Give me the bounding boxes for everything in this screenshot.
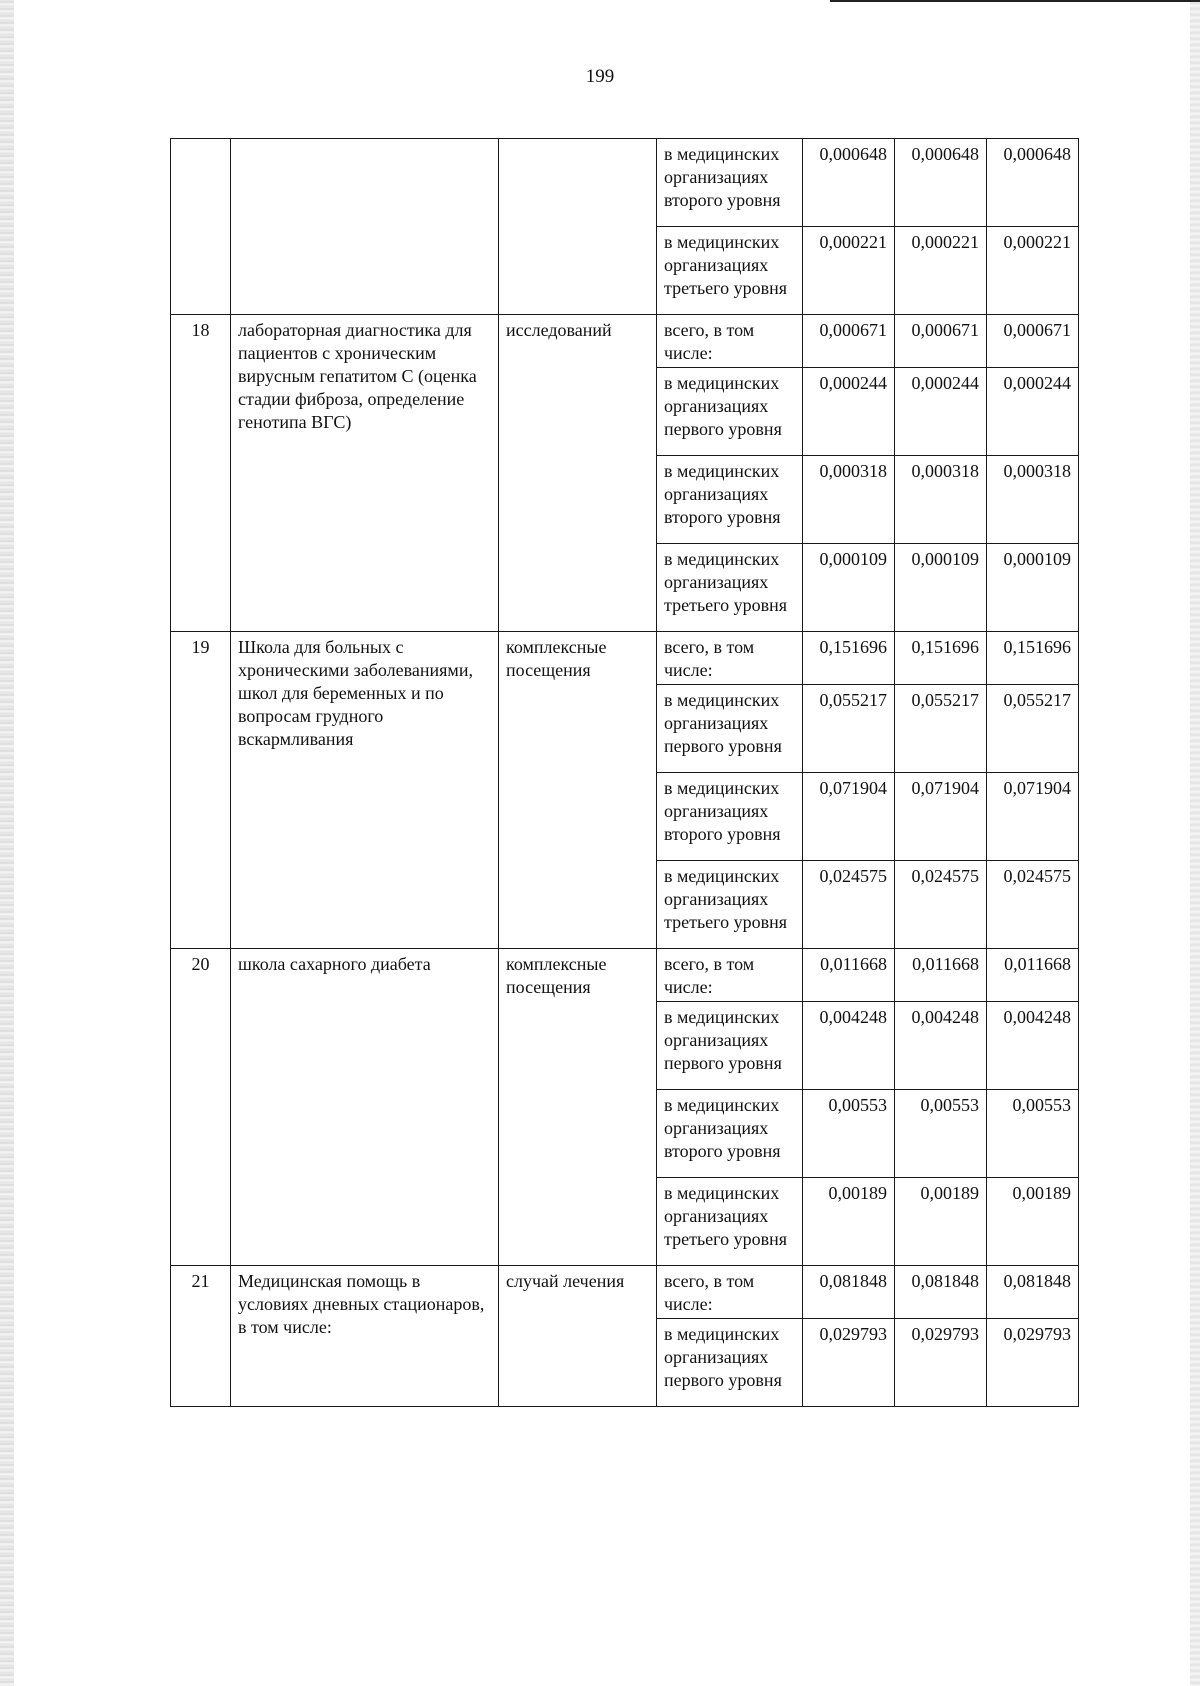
value-cell: 0,055217	[895, 685, 987, 773]
table-row	[171, 1266, 1079, 1319]
value-cell: 0,000318	[987, 456, 1079, 544]
value-cell: 0,024575	[803, 861, 895, 949]
value-cell: 0,055217	[803, 685, 895, 773]
norms-table	[170, 138, 1079, 1407]
level-cell: в медицинских организациях третьего уровня	[657, 1178, 803, 1266]
value-cell: 0,029793	[987, 1319, 1079, 1407]
value-cell: 0,004248	[803, 1002, 895, 1090]
service-name: Школа для больных с хроническими заболеваниями, школ для беременных и по вопросам грудного вскармливания	[231, 632, 499, 949]
row-number: 21	[171, 1266, 231, 1407]
value-cell: 0,00189	[895, 1178, 987, 1266]
level-cell: в медицинских организациях первого уровня	[657, 368, 803, 456]
page-number: 199	[585, 66, 615, 87]
value-cell: 0,024575	[895, 861, 987, 949]
row-number: 18	[171, 315, 231, 632]
table-row	[171, 632, 1079, 685]
table-row	[171, 315, 1079, 368]
level-cell: всего, в том числе:	[657, 1266, 803, 1319]
value-cell: 0,000221	[987, 227, 1079, 315]
value-cell: 0,000671	[895, 315, 987, 368]
value-cell: 0,029793	[803, 1319, 895, 1407]
value-cell: 0,011668	[987, 949, 1079, 1002]
value-cell: 0,151696	[803, 632, 895, 685]
unit-of-measure: исследований	[499, 315, 657, 632]
value-cell: 0,000109	[895, 544, 987, 632]
table-body	[171, 139, 1079, 1407]
value-cell: 0,011668	[895, 949, 987, 1002]
value-cell: 0,004248	[895, 1002, 987, 1090]
value-cell: 0,000671	[803, 315, 895, 368]
unit-of-measure: случай лечения	[499, 1266, 657, 1407]
unit-cell	[499, 139, 657, 315]
level-cell: в медицинских организациях второго уровня	[657, 1090, 803, 1178]
value-cell: 0,00553	[803, 1090, 895, 1178]
top-rule	[830, 0, 1200, 2]
value-cell: 0,000244	[803, 368, 895, 456]
row-number: 19	[171, 632, 231, 949]
value-cell: 0,00189	[987, 1178, 1079, 1266]
value-cell: 0,071904	[987, 773, 1079, 861]
value-cell: 0,000671	[987, 315, 1079, 368]
level-cell: в медицинских организациях первого уровня	[657, 1319, 803, 1407]
value-cell: 0,000648	[987, 139, 1079, 227]
value-cell: 0,000648	[895, 139, 987, 227]
value-cell: 0,00553	[895, 1090, 987, 1178]
service-name: лабораторная диагностика для пациентов с хроническим вирусным гепатитом С (оценка стадии фиброза, определение генотипа ВГС)	[231, 315, 499, 632]
scan-edge-left	[0, 0, 14, 1686]
value-cell: 0,071904	[895, 773, 987, 861]
value-cell: 0,004248	[987, 1002, 1079, 1090]
level-cell: в медицинских организациях третьего уровня	[657, 544, 803, 632]
value-cell: 0,000244	[895, 368, 987, 456]
unit-of-measure: комплексные посещения	[499, 632, 657, 949]
level-cell: в медицинских организациях третьего уровня	[657, 227, 803, 315]
table-row	[171, 139, 1079, 227]
level-cell: в медицинских организациях первого уровня	[657, 685, 803, 773]
table-row	[171, 949, 1079, 1002]
value-cell: 0,081848	[803, 1266, 895, 1319]
value-cell: 0,024575	[987, 861, 1079, 949]
value-cell: 0,000109	[987, 544, 1079, 632]
value-cell: 0,000221	[895, 227, 987, 315]
service-name: школа сахарного диабета	[231, 949, 499, 1266]
level-cell: в медицинских организациях второго уровня	[657, 139, 803, 227]
value-cell: 0,081848	[895, 1266, 987, 1319]
num-cell	[171, 139, 231, 315]
level-cell: всего, в том числе:	[657, 315, 803, 368]
level-cell: всего, в том числе:	[657, 949, 803, 1002]
value-cell: 0,055217	[987, 685, 1079, 773]
row-number: 20	[171, 949, 231, 1266]
value-cell: 0,000318	[895, 456, 987, 544]
level-cell: всего, в том числе:	[657, 632, 803, 685]
level-cell: в медицинских организациях третьего уровня	[657, 861, 803, 949]
value-cell: 0,00553	[987, 1090, 1079, 1178]
value-cell: 0,00189	[803, 1178, 895, 1266]
value-cell: 0,000244	[987, 368, 1079, 456]
level-cell: в медицинских организациях первого уровня	[657, 1002, 803, 1090]
value-cell: 0,071904	[803, 773, 895, 861]
name-cell	[231, 139, 499, 315]
value-cell: 0,000318	[803, 456, 895, 544]
value-cell: 0,151696	[895, 632, 987, 685]
service-name: Медицинская помощь в условиях дневных стационаров, в том числе:	[231, 1266, 499, 1407]
level-cell: в медицинских организациях второго уровня	[657, 456, 803, 544]
value-cell: 0,029793	[895, 1319, 987, 1407]
value-cell: 0,000648	[803, 139, 895, 227]
scan-edge-right	[1190, 0, 1200, 1686]
value-cell: 0,081848	[987, 1266, 1079, 1319]
unit-of-measure: комплексные посещения	[499, 949, 657, 1266]
level-cell: в медицинских организациях второго уровня	[657, 773, 803, 861]
value-cell: 0,000221	[803, 227, 895, 315]
value-cell: 0,151696	[987, 632, 1079, 685]
value-cell: 0,011668	[803, 949, 895, 1002]
value-cell: 0,000109	[803, 544, 895, 632]
